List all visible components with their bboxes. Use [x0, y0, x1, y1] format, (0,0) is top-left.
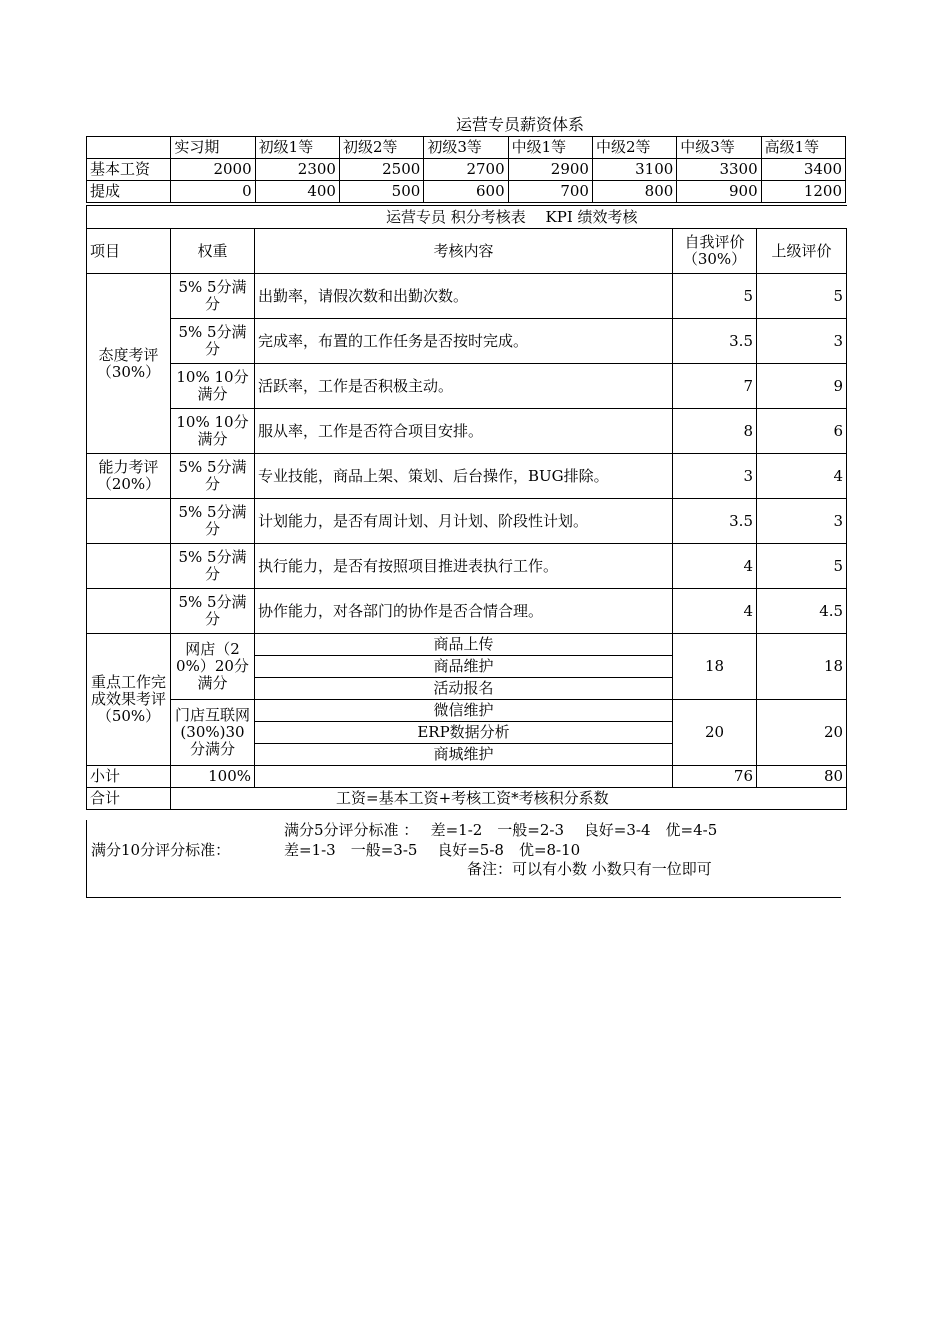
subtotal-content[interactable] — [255, 766, 673, 788]
superior-eval-cell[interactable]: 6 — [757, 409, 847, 454]
salary-cell[interactable]: 3100 — [592, 159, 676, 181]
subtotal-row — [87, 766, 847, 788]
total-row — [87, 788, 847, 810]
commission-cell[interactable]: 600 — [424, 181, 508, 203]
self-eval-cell[interactable]: 7 — [673, 364, 757, 409]
content-header[interactable]: 考核内容 — [255, 229, 673, 274]
kpi-row — [87, 364, 847, 409]
commission-cell[interactable]: 700 — [508, 181, 592, 203]
self-eval-cell[interactable]: 3 — [673, 454, 757, 499]
kpi-row — [87, 499, 847, 544]
row-label[interactable]: 基本工资 — [87, 159, 171, 181]
level-header[interactable]: 初级1等 — [255, 137, 339, 159]
salary-table — [86, 136, 846, 203]
superior-eval-cell[interactable]: 3 — [757, 319, 847, 364]
empty-category-cell[interactable] — [87, 544, 171, 589]
category-attitude[interactable]: 态度考评（30%） — [87, 274, 171, 454]
weight-cell[interactable]: 5% 5分满分 — [171, 589, 255, 634]
sheet-title-row — [86, 114, 840, 136]
salary-cell[interactable]: 3300 — [677, 159, 761, 181]
kpi-header-row — [87, 229, 847, 274]
base-salary-row — [87, 159, 846, 181]
kpi-title-cell[interactable] — [87, 206, 847, 229]
key-item-cell[interactable]: 活动报名 — [255, 678, 673, 700]
level-header[interactable]: 实习期 — [171, 137, 255, 159]
salary-header-row — [87, 137, 846, 159]
remark-note: 备注：可以有小数 小数只有一位即可 — [467, 860, 712, 878]
salary-cell[interactable]: 3400 — [761, 159, 845, 181]
kpi-row — [87, 274, 847, 319]
kpi-row — [87, 589, 847, 634]
weight-cell[interactable]: 5% 5分满分 — [171, 454, 255, 499]
self-eval-cell[interactable]: 3.5 — [673, 499, 757, 544]
empty-category-cell[interactable] — [87, 499, 171, 544]
content-cell[interactable]: 完成率，布置的工作任务是否按时完成。 — [255, 319, 673, 364]
content-cell[interactable]: 出勤率，请假次数和出勤次数。 — [255, 274, 673, 319]
commission-cell[interactable]: 500 — [339, 181, 423, 203]
content-cell[interactable]: 服从率，工作是否符合项目安排。 — [255, 409, 673, 454]
salary-header-corner[interactable] — [87, 137, 171, 159]
weight-cell[interactable]: 5% 5分满分 — [171, 544, 255, 589]
kpi-title: 运营专员 积分考核表 KPI 绩效考核 — [386, 207, 638, 226]
key-item-cell[interactable]: 微信维护 — [255, 700, 673, 722]
self-eval-cell[interactable]: 3.5 — [673, 319, 757, 364]
self-eval-cell[interactable]: 4 — [673, 544, 757, 589]
sheet-viewport — [86, 114, 844, 914]
row-label[interactable]: 提成 — [87, 181, 171, 203]
weight-header[interactable]: 权重 — [171, 229, 255, 274]
salary-cell[interactable]: 2500 — [339, 159, 423, 181]
kpi-row — [87, 700, 847, 722]
weight-cell[interactable]: 5% 5分满分 — [171, 319, 255, 364]
kpi-row — [87, 544, 847, 589]
kpi-row — [87, 634, 847, 656]
commission-cell[interactable]: 1200 — [761, 181, 845, 203]
kpi-table — [86, 205, 847, 810]
item-header[interactable]: 项目 — [87, 229, 171, 274]
level-header[interactable]: 初级3等 — [424, 137, 508, 159]
subtotal-label[interactable]: 小计 — [87, 766, 171, 788]
category-ability[interactable]: 能力考评（20%） — [87, 454, 171, 499]
commission-cell[interactable]: 800 — [592, 181, 676, 203]
total-formula: 工资=基本工资+考核工资*考核积分系数 — [336, 789, 609, 807]
empty-category-cell[interactable] — [87, 589, 171, 634]
level-header[interactable]: 中级2等 — [592, 137, 676, 159]
superior-eval-cell[interactable]: 3 — [757, 499, 847, 544]
commission-cell[interactable]: 400 — [255, 181, 339, 203]
weight-cell[interactable]: 门店互联网(30%)30分满分 — [171, 700, 255, 766]
content-cell[interactable]: 计划能力，是否有周计划、月计划、阶段性计划。 — [255, 499, 673, 544]
superior-eval-cell[interactable]: 18 — [757, 634, 847, 700]
level-header[interactable]: 中级3等 — [677, 137, 761, 159]
superior-eval-cell[interactable]: 9 — [757, 364, 847, 409]
weight-cell[interactable]: 5% 5分满分 — [171, 274, 255, 319]
superior-eval-header[interactable]: 上级评价 — [757, 229, 847, 274]
kpi-row — [87, 454, 847, 499]
self-eval-cell[interactable]: 4 — [673, 589, 757, 634]
content-cell[interactable]: 协作能力，对各部门的协作是否合情合理。 — [255, 589, 673, 634]
weight-cell[interactable]: 10% 10分满分 — [171, 409, 255, 454]
superior-eval-cell[interactable]: 5 — [757, 274, 847, 319]
salary-cell[interactable]: 2000 — [171, 159, 255, 181]
sheet-title: 运营专员薪资体系 — [456, 115, 585, 134]
total-formula-cell[interactable] — [171, 788, 847, 810]
self-eval-cell[interactable]: 5 — [673, 274, 757, 319]
self-eval-cell[interactable]: 18 — [673, 634, 757, 700]
superior-eval-cell[interactable]: 4 — [757, 454, 847, 499]
standard-10-points: 差=1-3 一般=3-5 良好=5-8 优=8-10 — [284, 841, 581, 859]
weight-cell[interactable]: 10% 10分满分 — [171, 364, 255, 409]
category-key-work[interactable]: 重点工作完成效果考评（50%） — [87, 634, 171, 766]
level-header[interactable]: 中级1等 — [508, 137, 592, 159]
level-header[interactable]: 初级2等 — [339, 137, 423, 159]
subtotal-weight[interactable]: 100% — [171, 766, 255, 788]
commission-cell[interactable]: 0 — [171, 181, 255, 203]
subtotal-superior[interactable]: 80 — [757, 766, 847, 788]
commission-cell[interactable]: 900 — [677, 181, 761, 203]
scoring-standards[interactable] — [86, 820, 841, 898]
level-header[interactable]: 高级1等 — [761, 137, 845, 159]
kpi-row — [87, 409, 847, 454]
superior-eval-cell[interactable]: 20 — [757, 700, 847, 766]
standard-10-label: 满分10分评分标准： — [91, 841, 231, 859]
key-item-cell[interactable]: 商城维护 — [255, 744, 673, 766]
weight-cell[interactable]: 5% 5分满分 — [171, 499, 255, 544]
total-label[interactable]: 合计 — [87, 788, 171, 810]
superior-eval-cell[interactable]: 5 — [757, 544, 847, 589]
superior-eval-cell[interactable]: 4.5 — [757, 589, 847, 634]
key-item-cell[interactable]: 商品上传 — [255, 634, 673, 656]
self-eval-cell[interactable]: 8 — [673, 409, 757, 454]
content-cell[interactable]: 活跃率，工作是否积极主动。 — [255, 364, 673, 409]
kpi-row — [87, 319, 847, 364]
salary-cell[interactable]: 2900 — [508, 159, 592, 181]
salary-cell[interactable]: 2300 — [255, 159, 339, 181]
weight-cell[interactable]: 网店（20%）20分满分 — [171, 634, 255, 700]
self-eval-cell[interactable]: 20 — [673, 700, 757, 766]
key-item-cell[interactable]: 商品维护 — [255, 656, 673, 678]
self-eval-header[interactable]: 自我评价（30%） — [673, 229, 757, 274]
key-item-cell[interactable]: ERP数据分析 — [255, 722, 673, 744]
subtotal-self[interactable]: 76 — [673, 766, 757, 788]
content-cell[interactable]: 专业技能，商品上架、策划、后台操作，BUG排除。 — [255, 454, 673, 499]
salary-cell[interactable]: 2700 — [424, 159, 508, 181]
content-cell[interactable]: 执行能力，是否有按照项目推进表执行工作。 — [255, 544, 673, 589]
commission-row — [87, 181, 846, 203]
standard-5-points: 满分5分评分标准 ： 差=1-2 一般=2-3 良好=3-4 优=4-5 — [284, 821, 718, 839]
kpi-title-row — [87, 206, 847, 229]
